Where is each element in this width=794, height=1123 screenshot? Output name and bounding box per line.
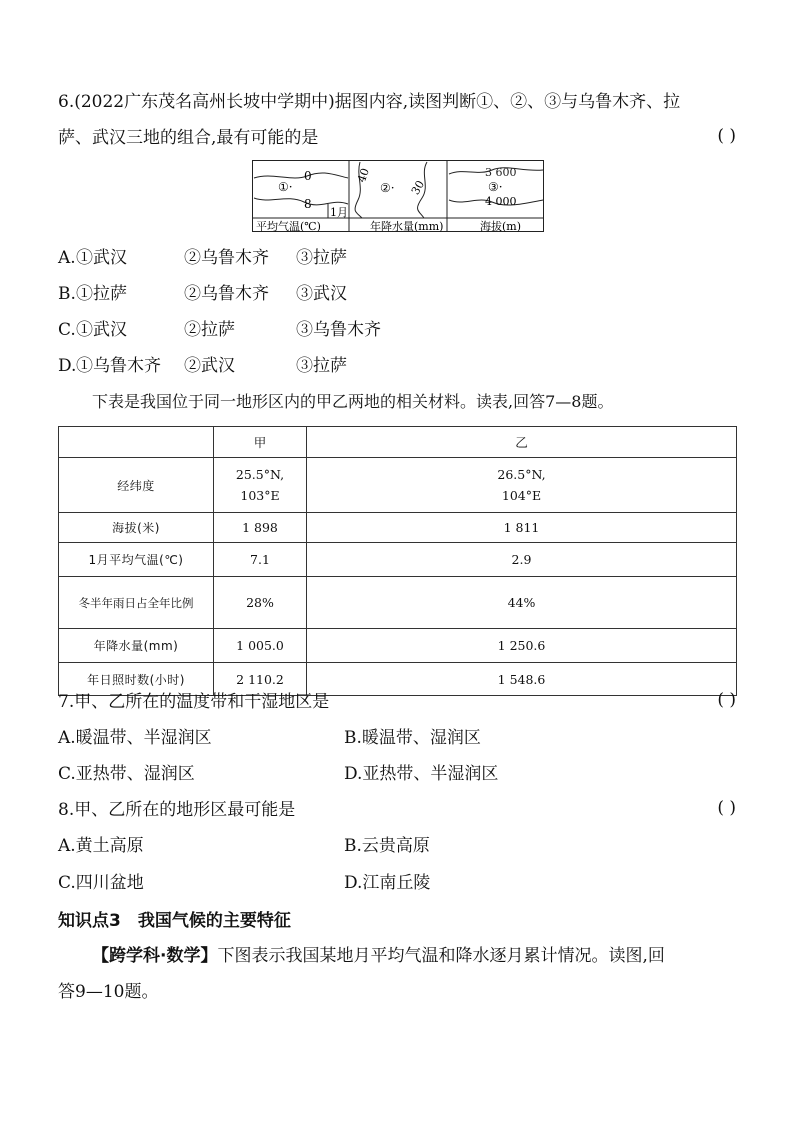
cell-yi: 1 548.6 [307, 663, 737, 696]
cell-yi-line1: 26.5°N, [497, 467, 546, 482]
cell-yi-line2: 104°E [501, 488, 542, 503]
q7-stem: 7.甲、乙所在的温度带和干湿地区是 [58, 692, 330, 712]
q8-option-d[interactable]: D.江南丘陵 [344, 873, 431, 893]
row-label: 年日照时数(小时) [59, 663, 214, 696]
q6-option-c[interactable]: C.①武汉 ②拉萨 ③乌鲁木齐 [58, 320, 381, 340]
cell-yi: 1 250.6 [307, 629, 737, 663]
cell-yi [307, 458, 737, 513]
q6-stem-line1: 6.(2022广东茂名高州长坡中学期中)据图内容,读图判断①、②、③与乌鲁木齐、拉 [58, 92, 681, 112]
table-row [59, 513, 737, 543]
q8-stem: 8.甲、乙所在的地形区最可能是 [58, 800, 296, 820]
option-choice-3: ③武汉 [296, 284, 347, 304]
panel3-iso-top: 3 600 [485, 166, 517, 179]
intro-7-8: 下表是我国位于同一地形区内的甲乙两地的相关材料。读表,回答7—8题。 [92, 392, 614, 411]
table-row [59, 629, 737, 663]
q7-option-b[interactable]: B.暖温带、湿润区 [344, 728, 481, 748]
cell-jia-line1: 25.5°N, [235, 467, 285, 482]
cell-jia [214, 458, 307, 513]
cell-jia: 2 110.2 [214, 663, 307, 696]
option-choice-1: ①武汉 [76, 248, 127, 268]
q8-option-a[interactable]: A.黄土高原 [58, 836, 144, 856]
q7-answer-paren: ( ) [717, 690, 736, 710]
cell-jia: 28% [214, 577, 307, 629]
row-label: 海拔(米) [59, 513, 214, 543]
panel1-marker: ①· [278, 180, 293, 194]
table-row [59, 577, 737, 629]
table-row [59, 543, 737, 577]
q8-option-c[interactable]: C.四川盆地 [58, 873, 144, 893]
cell-jia: 1 898 [214, 513, 307, 543]
panel2-iso-left: 40 [354, 166, 372, 185]
option-choice-2: ②乌鲁木齐 [184, 284, 269, 304]
table-header-row [59, 427, 737, 458]
panel3-marker: ③· [488, 180, 503, 194]
intro-9-10-text: 下图表示我国某地月平均气温和降水逐月累计情况。读图,回 [217, 946, 665, 966]
cell-jia: 7.1 [214, 543, 307, 577]
option-choice-1: ①武汉 [76, 320, 127, 340]
table-header-yi: 乙 [307, 427, 737, 458]
table-row [59, 458, 737, 513]
q7-option-c[interactable]: C.亚热带、湿润区 [58, 764, 195, 784]
panel2-marker: ②· [380, 181, 395, 195]
panel1-iso-bottom: 8 [304, 197, 312, 211]
cell-yi: 44% [307, 577, 737, 629]
q6-option-d[interactable]: D.①乌鲁木齐 ②武汉 ③拉萨 [58, 356, 347, 376]
cell-yi: 2.9 [307, 543, 737, 577]
row-label: 冬半年雨日占全年比例 [59, 577, 214, 629]
q8-option-b[interactable]: B.云贵高原 [344, 836, 430, 856]
option-choice-3: ③拉萨 [296, 248, 347, 268]
q7-option-d[interactable]: D.亚热带、半湿润区 [344, 764, 499, 784]
panel1-month-label: 1月 [330, 206, 348, 219]
row-label: 1月平均气温(℃) [59, 543, 214, 577]
q7-option-a[interactable]: A.暖温带、半湿润区 [58, 728, 212, 748]
panel3-iso-bottom: 4 000 [485, 195, 517, 208]
panel3-caption: 海拔(m) [480, 220, 522, 232]
row-label: 年降水量(mm) [59, 629, 214, 663]
table-header-jia: 甲 [214, 427, 307, 458]
q6-stem-line2: 萨、武汉三地的组合,最有可能的是 [58, 128, 319, 148]
option-choice-2: ②拉萨 [184, 320, 235, 340]
cell-jia-line2: 103°E [240, 488, 280, 503]
option-choice-2: ②乌鲁木齐 [184, 248, 269, 268]
table-header-empty [59, 427, 214, 458]
option-choice-1: ①乌鲁木齐 [76, 356, 161, 376]
option-choice-1: ①拉萨 [76, 284, 127, 304]
q6-option-a[interactable]: A.①武汉 ②乌鲁木齐 ③拉萨 [58, 248, 347, 268]
panel1-iso-top: 0 [304, 169, 312, 183]
q6-option-b[interactable]: B.①拉萨 ②乌鲁木齐 ③武汉 [58, 284, 347, 304]
q8-answer-paren: ( ) [717, 798, 736, 818]
panel1-caption: 平均气温(℃) [256, 220, 321, 232]
q6-figure [252, 160, 544, 232]
intro-9-10-line1 [92, 944, 665, 968]
cross-discipline-tag: 【跨学科·数学】 [92, 946, 218, 966]
cell-yi: 1 811 [307, 513, 737, 543]
row-label: 经纬度 [59, 458, 214, 513]
intro-9-10-line2: 答9—10题。 [58, 982, 159, 1002]
cell-jia: 1 005.0 [214, 629, 307, 663]
option-choice-2: ②武汉 [184, 356, 235, 376]
option-choice-3: ③乌鲁木齐 [296, 320, 381, 340]
option-choice-3: ③拉萨 [296, 356, 347, 376]
panel2-iso-right: 30 [408, 178, 428, 197]
panel2-caption: 年降水量(mm) [370, 220, 444, 232]
section-heading: 知识点3 我国气候的主要特征 [58, 911, 291, 931]
q6-answer-paren: ( ) [717, 126, 736, 146]
comparison-table [58, 426, 737, 696]
